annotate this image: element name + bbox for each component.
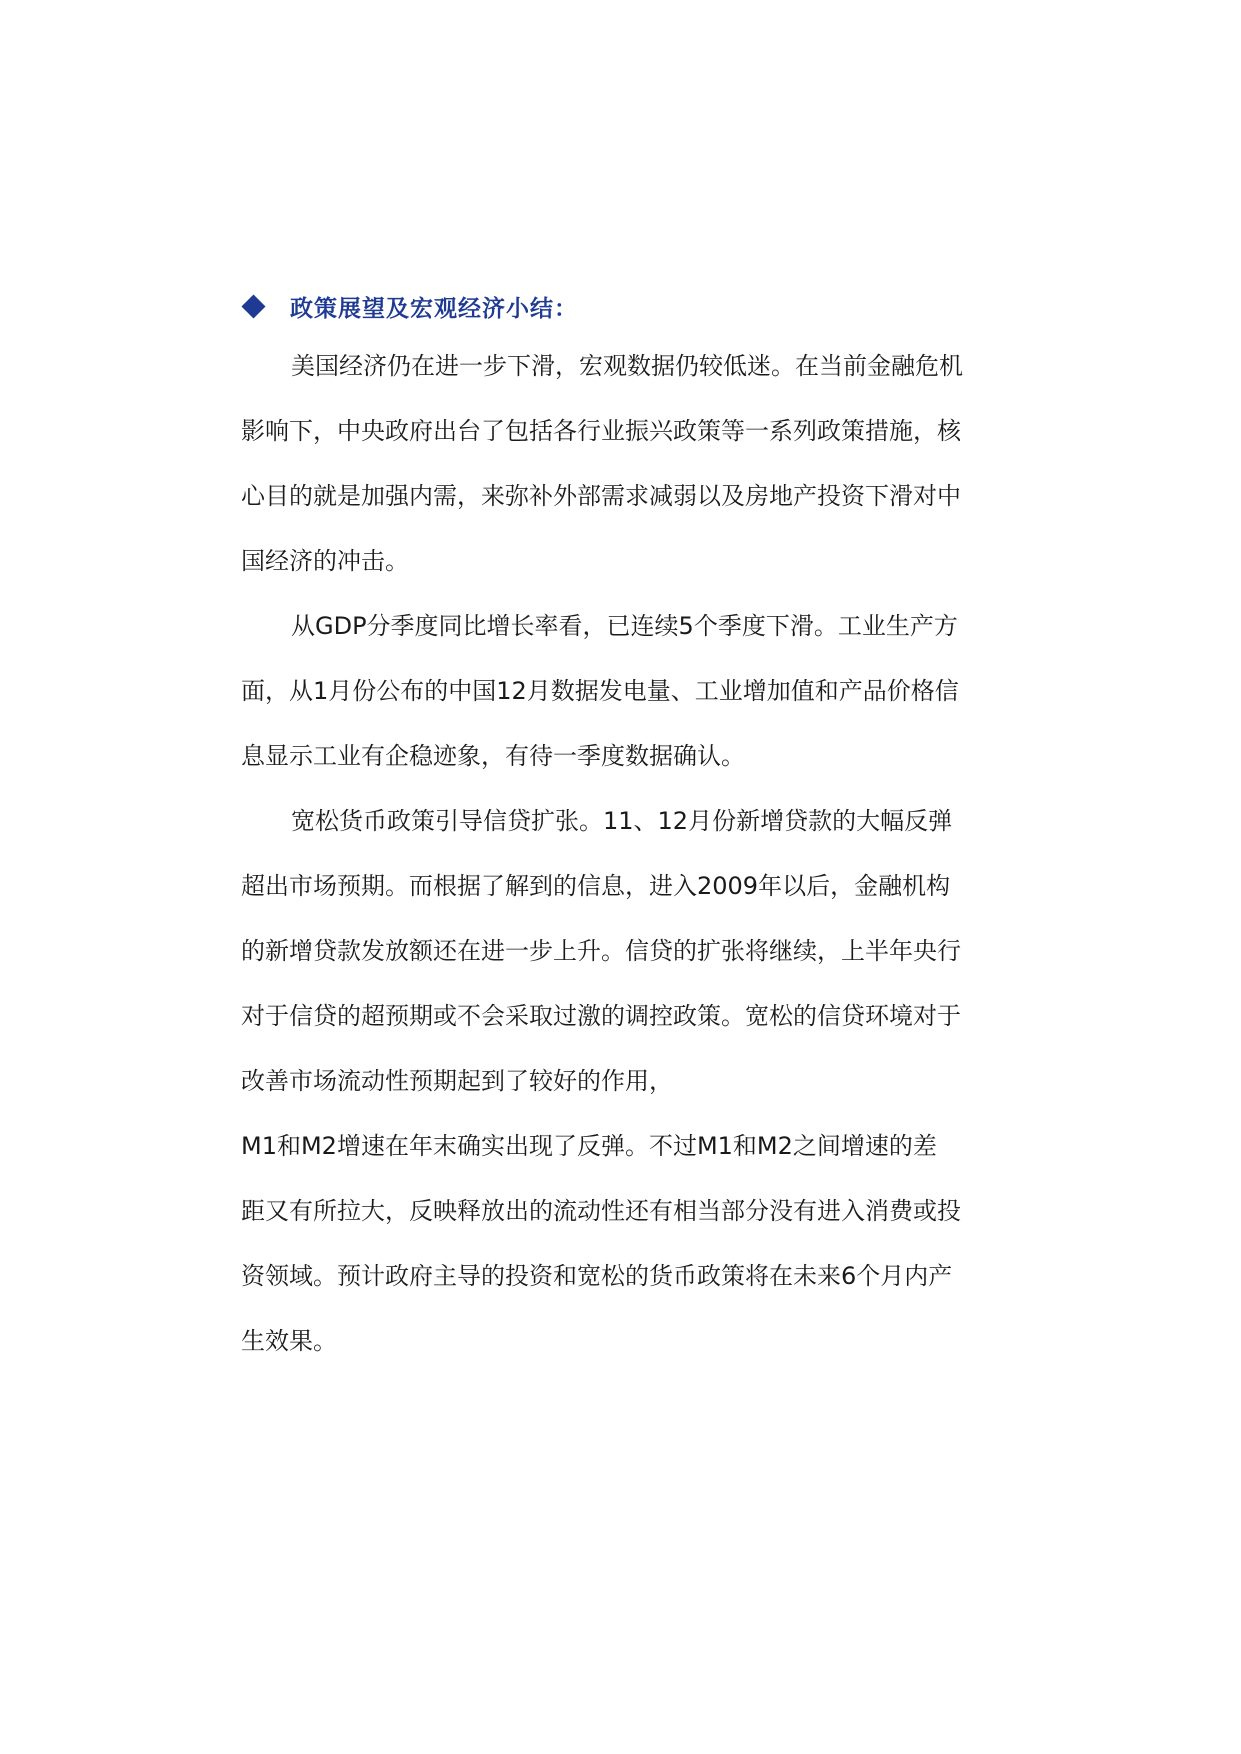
- paragraph-3-line-9: 生效果。: [241, 1327, 337, 1355]
- body-text: [241, 334, 1001, 1374]
- paragraph-3-line-4: 对于信贷的超预期或不会采取过激的调控政策。宽松的信贷环境对于: [241, 1002, 961, 1030]
- paragraph-1-line-1: 美国经济仍在进一步下滑，宏观数据仍较低迷。在当前金融危机: [291, 352, 963, 380]
- paragraph-2-line-2: 面，从1月份公布的中国12月数据发电量、工业增加值和产品价格信: [241, 677, 959, 705]
- paragraph-3-line-1: 宽松货币政策引导信贷扩张。11、12月份新增贷款的大幅反弹: [291, 807, 953, 835]
- paragraph-2-line-1: 从GDP分季度同比增长率看，已连续5个季度下滑。工业生产方: [291, 612, 958, 640]
- section-heading: [240, 284, 578, 328]
- section-title: 政策展望及宏观经济小结：: [290, 295, 578, 322]
- paragraph-3-line-3: 的新增贷款发放额还在进一步上升。信贷的扩张将继续，上半年央行: [241, 937, 961, 965]
- paragraph-1-line-4: 国经济的冲击。: [241, 547, 409, 575]
- diamond-bullet-icon: [241, 294, 265, 318]
- paragraph-3-line-7: 距又有所拉大，反映释放出的流动性还有相当部分没有进入消费或投: [241, 1197, 961, 1225]
- paragraph-3-line-8: 资领域。预计政府主导的投资和宽松的货币政策将在未来6个月内产: [241, 1262, 953, 1290]
- paragraph-3-line-2: 超出市场预期。而根据了解到的信息，进入2009年以后，金融机构: [241, 872, 951, 900]
- paragraph-2-line-3: 息显示工业有企稳迹象，有待一季度数据确认。: [241, 742, 745, 770]
- paragraph-1-line-3: 心目的就是加强内需，来弥补外部需求减弱以及房地产投资下滑对中: [241, 482, 961, 510]
- paragraph-1-line-2: 影响下，中央政府出台了包括各行业振兴政策等一系列政策措施，核: [241, 417, 961, 445]
- paragraph-3-line-5: 改善市场流动性预期起到了较好的作用，: [241, 1067, 673, 1095]
- paragraph-3-line-6: M1和M2增速在年末确实出现了反弹。不过M1和M2之间增速的差: [241, 1132, 937, 1160]
